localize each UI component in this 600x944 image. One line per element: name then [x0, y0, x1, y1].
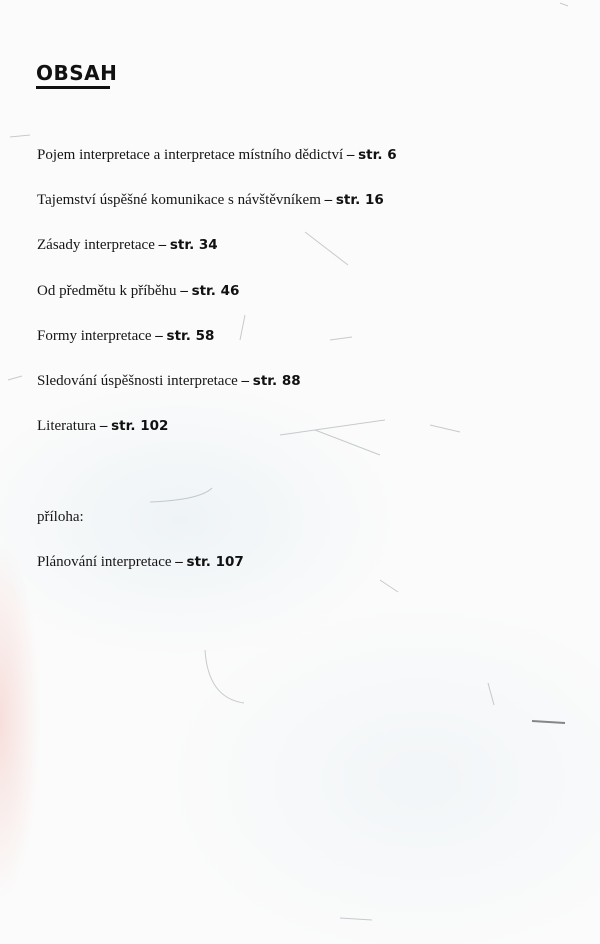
heading-underline	[36, 86, 110, 89]
toc-entry-title: Od předmětu k příběhu	[37, 283, 177, 299]
toc-entry-page: str. 107	[186, 554, 244, 570]
toc-entry-dash: –	[175, 554, 183, 570]
toc-entry	[37, 237, 218, 254]
toc-entry-page: str. 88	[252, 373, 301, 389]
toc-entry	[37, 147, 397, 164]
toc-entry-title: Pojem interpretace a interpretace místního dědictví	[37, 147, 344, 163]
appendix-label: příloha:	[37, 509, 84, 525]
toc-entry-page: str. 6	[358, 147, 397, 163]
toc-entry	[37, 192, 384, 209]
toc-entry-dash: –	[324, 192, 333, 208]
toc-entry-page: str. 34	[169, 237, 218, 253]
toc-entry-title: Plánování interpretace	[37, 554, 172, 570]
toc-entry-page: str. 58	[166, 328, 215, 344]
toc-entry-dash: –	[180, 283, 188, 299]
toc-entry	[37, 418, 168, 435]
toc-entry-dash: –	[241, 373, 250, 389]
toc-entry-dash: –	[346, 147, 355, 163]
toc-entry-title: Formy interpretace	[37, 328, 152, 344]
toc-entry-page: str. 46	[191, 283, 240, 299]
toc-entry-page: str. 16	[335, 192, 384, 208]
toc-entry	[37, 283, 239, 300]
toc-entry-title: Zásady interpretace	[37, 237, 155, 253]
toc-entry-title: Tajemství úspěšné komunikace s návštěvníkem	[37, 192, 321, 208]
toc-entry-dash: –	[155, 328, 163, 344]
toc-entry-title: Sledování úspěšnosti interpretace	[37, 373, 238, 389]
toc-entry-dash: –	[99, 418, 108, 434]
toc-entry-title: Literatura	[37, 418, 97, 434]
toc-entry-page: str. 102	[111, 418, 169, 434]
toc-entry	[37, 328, 214, 345]
appendix-entry	[37, 554, 244, 571]
contents-heading: OBSAH	[36, 61, 118, 85]
toc-entry-dash: –	[158, 237, 167, 253]
toc-entry	[37, 373, 301, 390]
